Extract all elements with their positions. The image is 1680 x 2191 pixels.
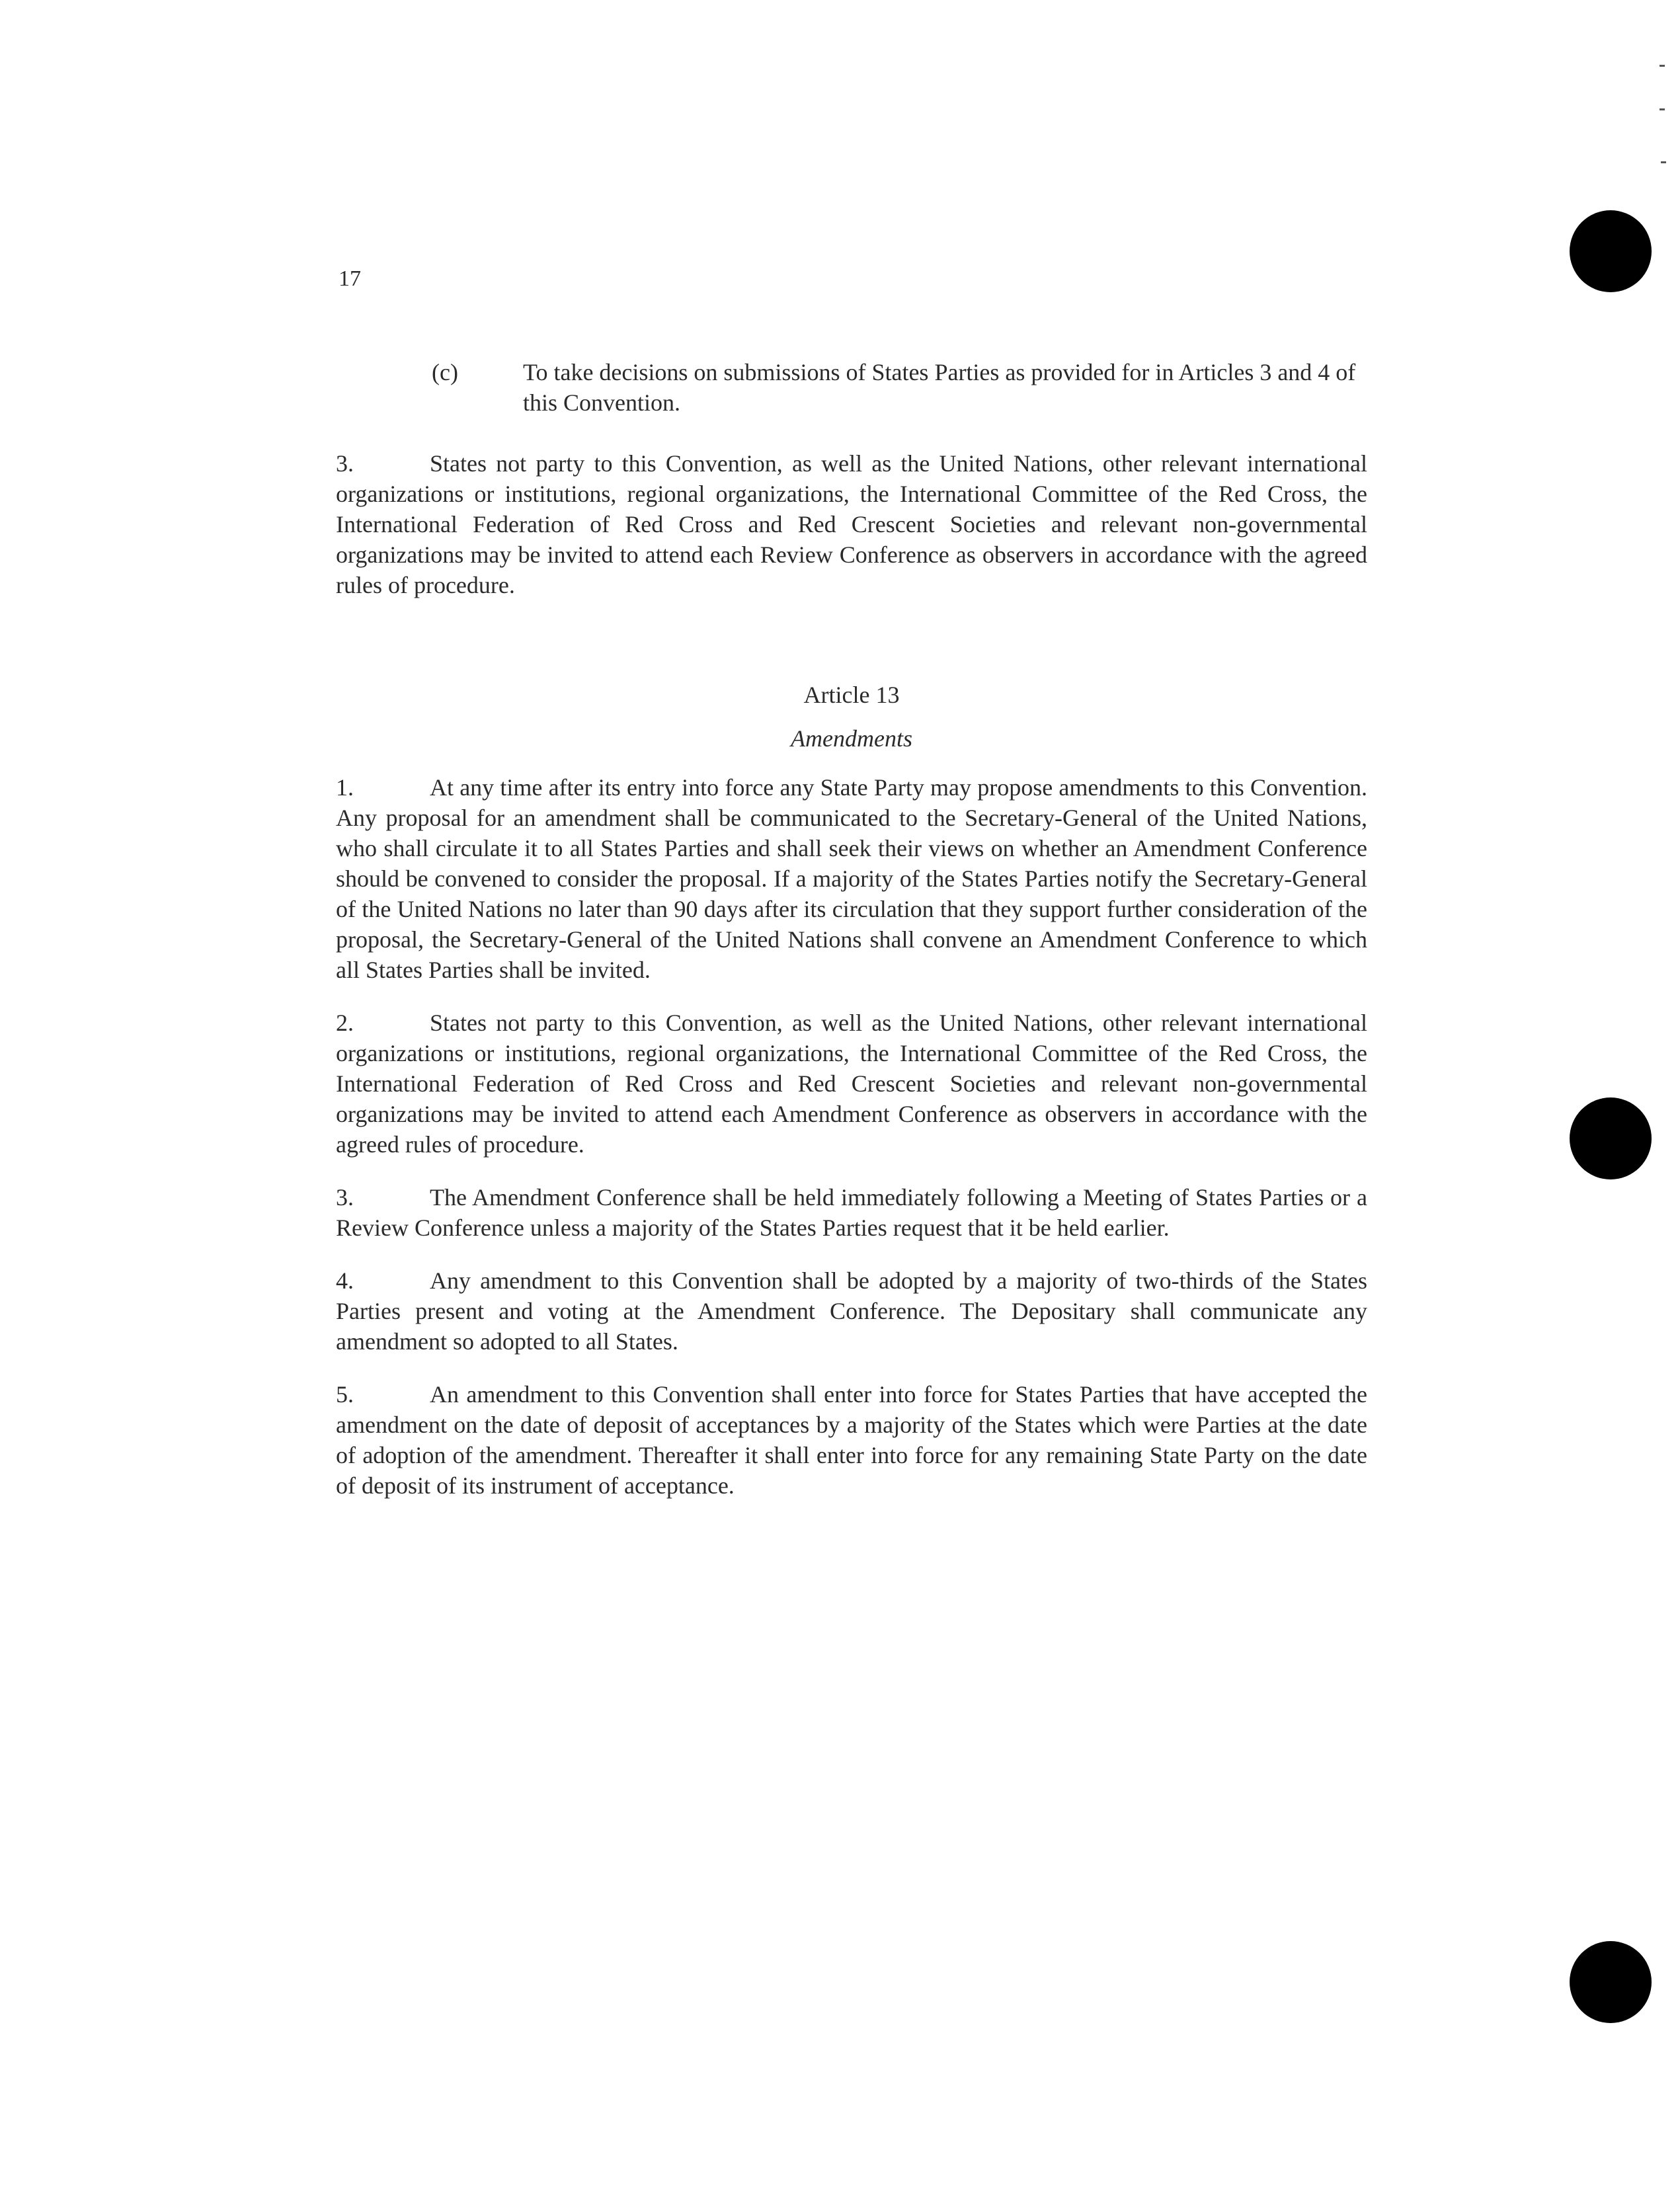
amendment-paragraph-1 xyxy=(336,772,1367,985)
paragraph-number: 2. xyxy=(336,1010,354,1036)
paragraph-number: 3. xyxy=(336,450,354,477)
paragraph-number: 3. xyxy=(336,1184,354,1211)
page-number: 17 xyxy=(339,266,361,291)
paragraph-text: Any amendment to this Convention shall be adopted by a majority of two-thirds of the States Parties present and voting at the Amendment Conference. The Depositary shall communicate any amendment so adopted to all States. xyxy=(336,1267,1367,1355)
scan-edge-mark xyxy=(1661,161,1666,163)
amendment-paragraph-4 xyxy=(336,1265,1367,1357)
scan-edge-mark xyxy=(1660,108,1665,110)
punch-hole-top xyxy=(1570,210,1652,292)
subparagraph-text: To take decisions on submissions of States Parties as provided for in Articles 3 and 4 of this Convention. xyxy=(523,359,1356,416)
paragraph-text: The Amendment Conference shall be held immediately following a Meeting of States Parties or a Review Conference unless a majority of the States Parties request that it be held earlier. xyxy=(336,1184,1367,1241)
document-body xyxy=(336,357,1367,1501)
amendment-paragraph-5 xyxy=(336,1379,1367,1501)
paragraph-3 xyxy=(336,448,1367,600)
paragraph-number: 5. xyxy=(336,1381,354,1408)
punch-hole-middle xyxy=(1570,1097,1652,1179)
punch-hole-bottom xyxy=(1570,1941,1652,2023)
paragraph-text: States not party to this Convention, as well as the United Nations, other relevant international organizations or institutions, regional organizations, the International Committee of the Red Cross, the International Federation of Red Cross and Red Crescent Societies and relevant non-governmental organizations may be invited to attend each Review Conference as observers in accordance with the agreed rules of procedure. xyxy=(336,450,1367,598)
article-subtitle: Amendments xyxy=(791,725,912,752)
paragraph-text: States not party to this Convention, as well as the United Nations, other relevant international organizations or institutions, regional organizations, the International Committee of the Red Cross, the International Federation of Red Cross and Red Crescent Societies and relevant non-governmental organizations may be invited to attend each Amendment Conference as observers in accordance with the agreed rules of procedure. xyxy=(336,1010,1367,1158)
subparagraph-label: (c) xyxy=(432,359,458,385)
paragraph-number: 4. xyxy=(336,1267,354,1294)
article-heading: Article 13 xyxy=(803,682,900,708)
subparagraph-c xyxy=(336,357,1367,418)
paragraph-text: At any time after its entry into force any State Party may propose amendments to this Convention. Any proposal for an amendment shall be communicated to the Secretary-General of the United Nations, who shall circulate it to all States Parties and shall seek their views on whether an Amendment Conference should be convened to consider the proposal. If a majority of the States Parties notify the Secretary-General of the United Nations no later than 90 days after its circulation that they support further consideration of the proposal, the Secretary-General of the United Nations shall convene an Amendment Conference to which all States Parties shall be invited. xyxy=(336,774,1367,983)
paragraph-number: 1. xyxy=(336,774,354,801)
paragraph-text: An amendment to this Convention shall enter into force for States Parties that have accepted the amendment on the date of deposit of acceptances by a majority of the States which were Parties at the date of adoption of the amendment. Thereafter it shall enter into force for any remaining State Party on the date of deposit of its instrument of acceptance. xyxy=(336,1381,1367,1499)
amendment-paragraph-3 xyxy=(336,1182,1367,1243)
amendment-paragraph-2 xyxy=(336,1008,1367,1160)
scan-edge-mark xyxy=(1660,65,1665,67)
